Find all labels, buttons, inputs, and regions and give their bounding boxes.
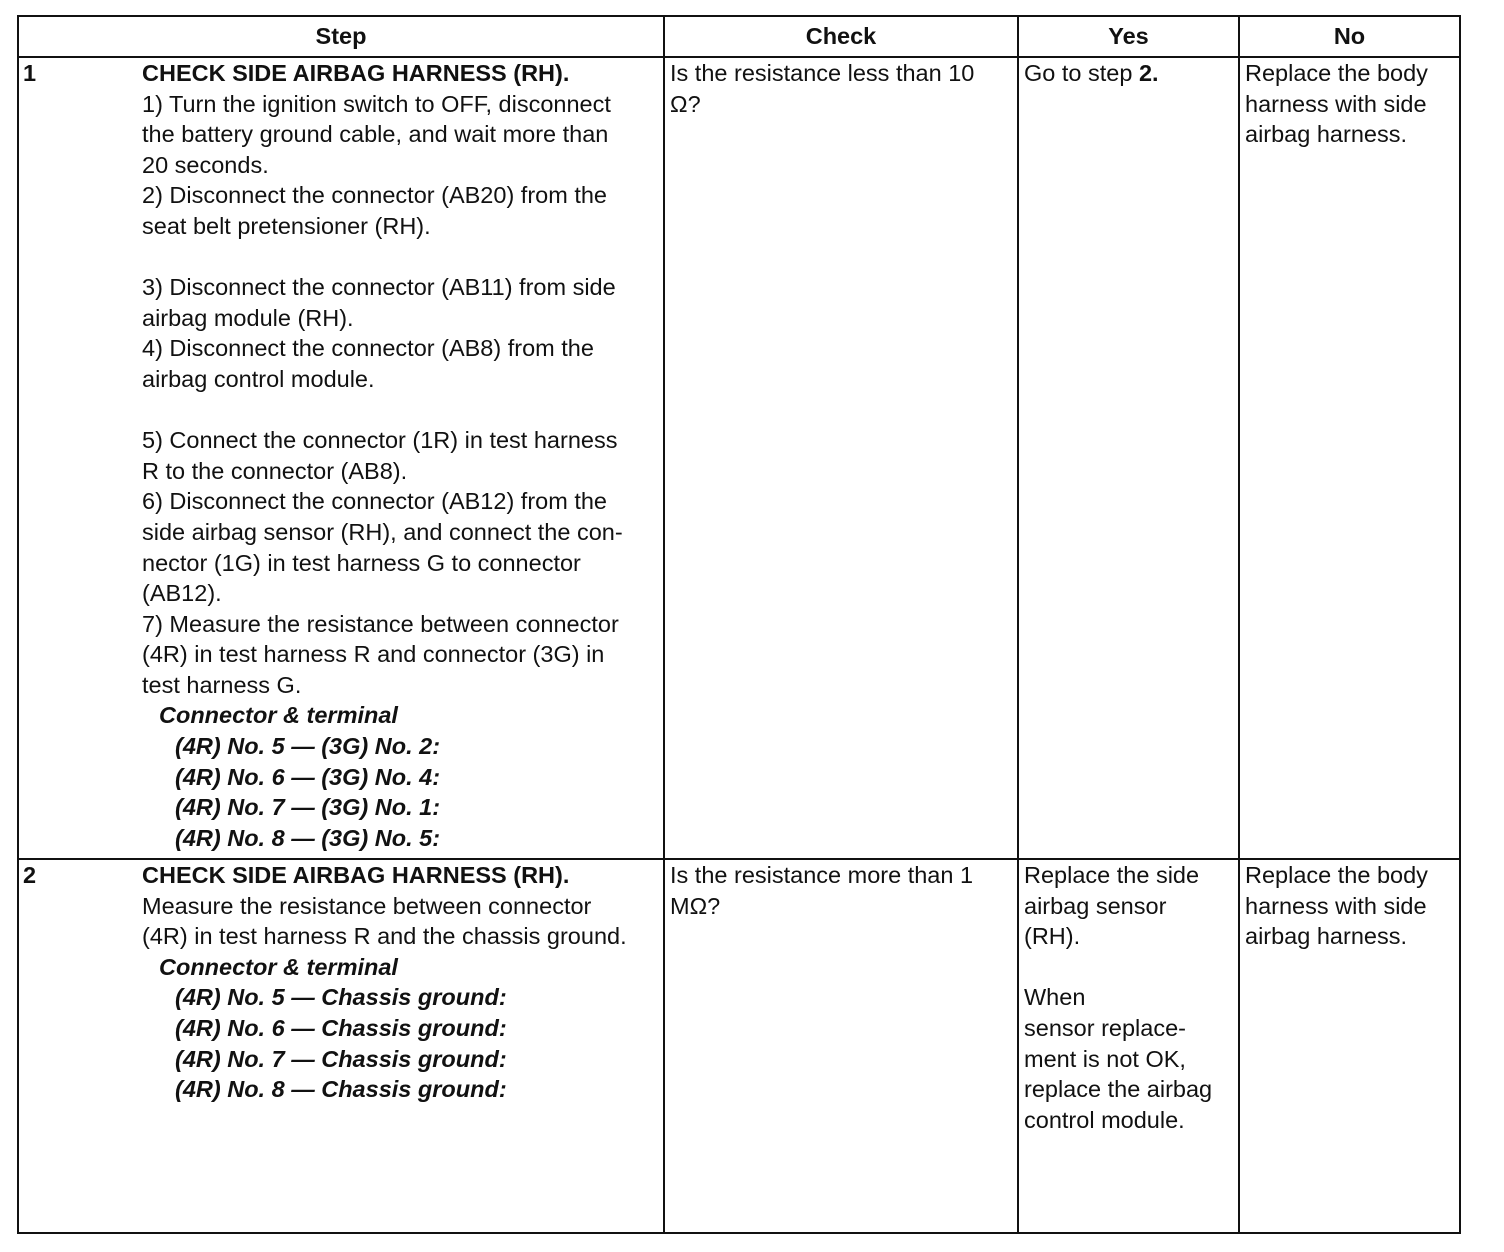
terminal-spec: (4R) No. 7 — (3G) No. 1: [175, 794, 441, 821]
yes-line: replace the airbag [1024, 1076, 1213, 1103]
header-yes: Yes [1018, 16, 1239, 57]
check-line: Ω? [670, 90, 701, 117]
step-title: CHECK SIDE AIRBAG HARNESS (RH). [142, 862, 570, 888]
step-line: (4R) in test harness R and connector (3G) in [142, 641, 605, 668]
yes-line [1024, 58, 1234, 89]
yes-line: When [1024, 984, 1086, 1011]
no-cell [1239, 859, 1460, 1233]
yes-line: control module. [1024, 1106, 1185, 1133]
step-cell [18, 859, 664, 1233]
yes-line: ment is not OK, [1024, 1045, 1186, 1072]
yes-step-ref: 2. [1138, 60, 1159, 86]
terminal-spec: (4R) No. 5 — Chassis ground: [175, 984, 507, 1011]
step-line: 1) Turn the ignition switch to OFF, disconnect [142, 90, 611, 117]
spacer [142, 242, 659, 273]
step-line: 4) Disconnect the connector (AB8) from the [142, 335, 594, 362]
step-line: 3) Disconnect the connector (AB11) from side [142, 274, 616, 301]
no-line: harness with side [1245, 892, 1427, 919]
step-line: R to the connector (AB8). [142, 457, 408, 484]
terminal-spec: (4R) No. 6 — (3G) No. 4: [175, 763, 441, 790]
yes-cell [1018, 57, 1239, 859]
spacer [1024, 952, 1234, 983]
step-line: test harness G. [142, 671, 302, 698]
step-line: seat belt pretensioner (RH). [142, 212, 431, 239]
step-line: (4R) in test harness R and the chassis ground. [142, 923, 627, 950]
step-number: 1 [23, 60, 37, 86]
step-body [142, 58, 663, 853]
step-number: 2 [23, 862, 37, 888]
check-cell [664, 859, 1018, 1233]
step-line: side airbag sensor (RH), and connect the con- [142, 518, 623, 545]
yes-line: airbag sensor [1024, 892, 1167, 919]
step-line: 7) Measure the resistance between connector [142, 610, 619, 637]
check-line: Is the resistance more than 1 [670, 862, 974, 888]
terminal-spec: (4R) No. 8 — Chassis ground: [175, 1076, 507, 1103]
step-line: 6) Disconnect the connector (AB12) from the [142, 488, 607, 515]
step-line: 5) Connect the connector (1R) in test harness [142, 427, 618, 454]
no-line: Replace the body [1245, 862, 1428, 888]
terminal-heading: Connector & terminal [159, 702, 398, 729]
step-title: CHECK SIDE AIRBAG HARNESS (RH). [142, 60, 570, 86]
terminal-heading: Connector & terminal [159, 953, 398, 980]
header-row [18, 16, 1460, 57]
step-body [142, 860, 663, 1105]
terminal-spec: (4R) No. 5 — (3G) No. 2: [175, 733, 441, 760]
no-cell [1239, 57, 1460, 859]
table-row [18, 57, 1460, 859]
check-cell [664, 57, 1018, 859]
header-no: No [1239, 16, 1460, 57]
yes-prefix: Go to step [1024, 60, 1139, 86]
terminal-spec: (4R) No. 6 — Chassis ground: [175, 1014, 507, 1041]
step-line: airbag control module. [142, 365, 375, 392]
step-cell [18, 57, 664, 859]
no-line: airbag harness. [1245, 121, 1407, 148]
spacer [142, 395, 659, 426]
yes-cell [1018, 859, 1239, 1233]
step-line: the battery ground cable, and wait more than [142, 121, 609, 148]
yes-line: sensor replace- [1024, 1014, 1186, 1041]
terminal-spec: (4R) No. 8 — (3G) No. 5: [175, 824, 441, 851]
step-line: nector (1G) in test harness G to connector [142, 549, 581, 576]
no-line: harness with side [1245, 90, 1427, 117]
step-line: airbag module (RH). [142, 304, 354, 331]
step-line: 20 seconds. [142, 151, 269, 178]
table-row [18, 859, 1460, 1233]
yes-line: (RH). [1024, 923, 1081, 950]
check-line: Is the resistance less than 10 [670, 60, 975, 86]
diagnostic-table [17, 15, 1461, 1234]
step-line: (AB12). [142, 580, 222, 607]
step-line: Measure the resistance between connector [142, 892, 592, 919]
yes-line: Replace the side [1024, 862, 1200, 888]
step-line: 2) Disconnect the connector (AB20) from the [142, 182, 607, 209]
no-line: Replace the body [1245, 60, 1428, 86]
header-step: Step [18, 16, 664, 57]
header-check: Check [664, 16, 1018, 57]
check-line: MΩ? [670, 892, 721, 919]
terminal-spec: (4R) No. 7 — Chassis ground: [175, 1045, 507, 1072]
no-line: airbag harness. [1245, 923, 1407, 950]
